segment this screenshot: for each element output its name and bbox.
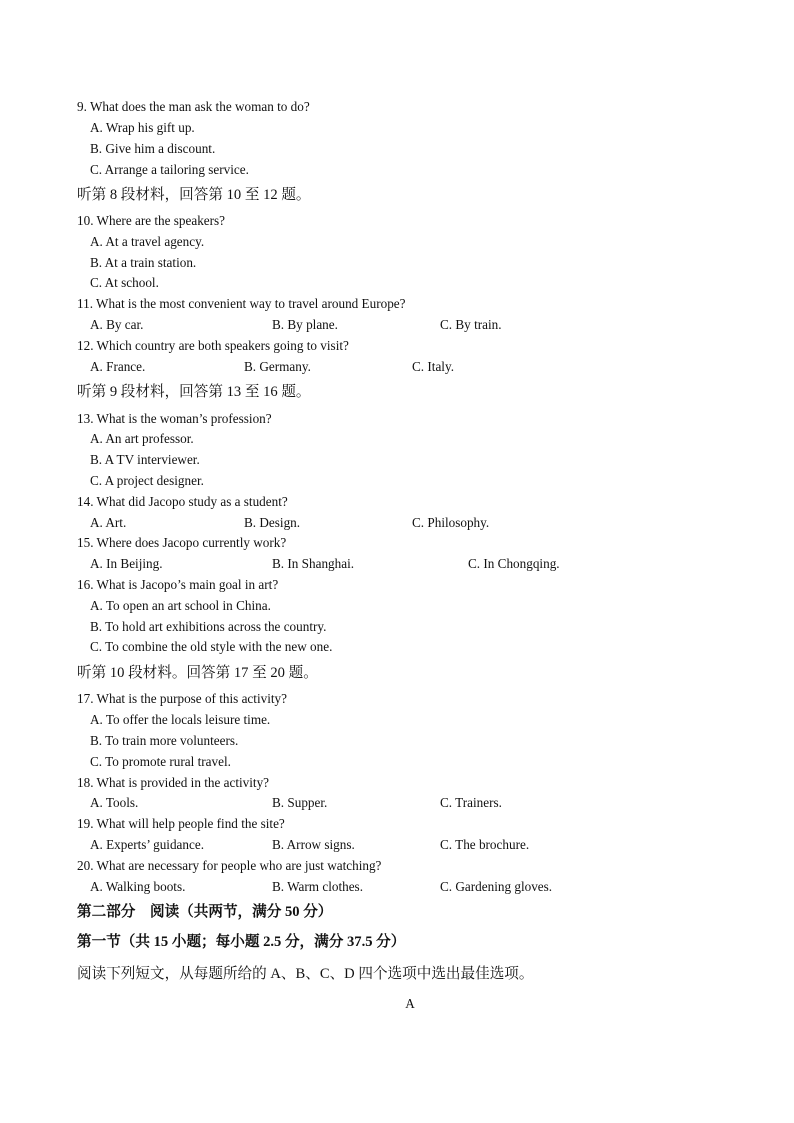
question-17-stem: 17. What is the purpose of this activity? — [77, 691, 287, 706]
question-17-option-b: B. To train more volunteers. — [90, 733, 239, 748]
question-13-stem: 13. What is the woman’s profession? — [77, 411, 272, 426]
question-9-option-a: A. Wrap his gift up. — [90, 120, 195, 135]
question-19-stem: 19. What will help people find the site? — [77, 816, 285, 831]
question-10-option-c: C. At school. — [90, 275, 159, 290]
reading-instruction: 阅读下列短文，从每题所给的 A、B、C、D 四个选项中选出最佳选项。 — [77, 966, 534, 982]
question-11-option-b: B. By plane. — [272, 317, 338, 332]
question-15-stem: 15. Where does Jacopo currently work? — [77, 535, 287, 550]
question-12-option-b: B. Germany. — [244, 359, 311, 374]
question-11-option-c: C. By train. — [440, 317, 502, 332]
question-14-option-a: A. Art. — [90, 515, 127, 530]
question-12-option-c: C. Italy. — [412, 359, 454, 374]
question-17-option-a: A. To offer the locals leisure time. — [90, 712, 271, 727]
question-11-option-a: A. By car. — [90, 317, 144, 332]
question-16-option-b: B. To hold art exhibitions across the country. — [90, 619, 327, 634]
question-16-option-c: C. To combine the old style with the new one. — [90, 639, 333, 654]
question-18-option-a: A. Tools. — [90, 795, 139, 810]
question-9-option-c: C. Arrange a tailoring service. — [90, 162, 249, 177]
question-15-option-c: C. In Chongqing. — [468, 556, 560, 571]
question-9-option-b: B. Give him a discount. — [90, 141, 216, 156]
passage-label: A — [405, 996, 415, 1011]
question-14-stem: 14. What did Jacopo study as a student? — [77, 494, 288, 509]
question-16-stem: 16. What is Jacopo’s main goal in art? — [77, 577, 279, 592]
section-10-heading: 听第 10 段材料。回答第 17 至 20 题。 — [77, 665, 318, 681]
question-18-stem: 18. What is provided in the activity? — [77, 775, 270, 790]
section-9-heading: 听第 9 段材料，回答第 13 至 16 题。 — [77, 384, 311, 400]
question-20-stem: 20. What are necessary for people who are just watching? — [77, 858, 382, 873]
question-15-option-b: B. In Shanghai. — [272, 556, 355, 571]
question-10-option-b: B. At a train station. — [90, 255, 197, 270]
part-2-heading: 第二部分 阅读（共两节，满分 50 分） — [77, 904, 333, 920]
question-18-option-b: B. Supper. — [272, 795, 328, 810]
question-11-stem: 11. What is the most convenient way to travel around Europe? — [77, 296, 406, 311]
question-18-option-c: C. Trainers. — [440, 795, 502, 810]
question-13-option-c: C. A project designer. — [90, 473, 204, 488]
question-20-option-a: A. Walking boots. — [90, 879, 186, 894]
section-8-heading: 听第 8 段材料，回答第 10 至 12 题。 — [77, 187, 311, 203]
question-14-option-b: B. Design. — [244, 515, 301, 530]
question-9-stem: 9. What does the man ask the woman to do? — [77, 99, 310, 114]
question-19-option-c: C. The brochure. — [440, 837, 530, 852]
question-10-stem: 10. Where are the speakers? — [77, 213, 226, 228]
question-20-option-c: C. Gardening gloves. — [440, 879, 553, 894]
question-17-option-c: C. To promote rural travel. — [90, 754, 231, 769]
question-19-option-a: A. Experts’ guidance. — [90, 837, 205, 852]
question-10-option-a: A. At a travel agency. — [90, 234, 205, 249]
section-1-heading: 第一节（共 15 小题；每小题 2.5 分，满分 37.5 分） — [77, 934, 406, 950]
question-13-option-b: B. A TV interviewer. — [90, 452, 200, 467]
question-19-option-b: B. Arrow signs. — [272, 837, 355, 852]
question-12-stem: 12. Which country are both speakers going to visit? — [77, 338, 349, 353]
question-15-option-a: A. In Beijing. — [90, 556, 163, 571]
question-14-option-c: C. Philosophy. — [412, 515, 490, 530]
question-12-option-a: A. France. — [90, 359, 146, 374]
question-20-option-b: B. Warm clothes. — [272, 879, 363, 894]
question-16-option-a: A. To open an art school in China. — [90, 598, 271, 613]
question-13-option-a: A. An art professor. — [90, 431, 194, 446]
